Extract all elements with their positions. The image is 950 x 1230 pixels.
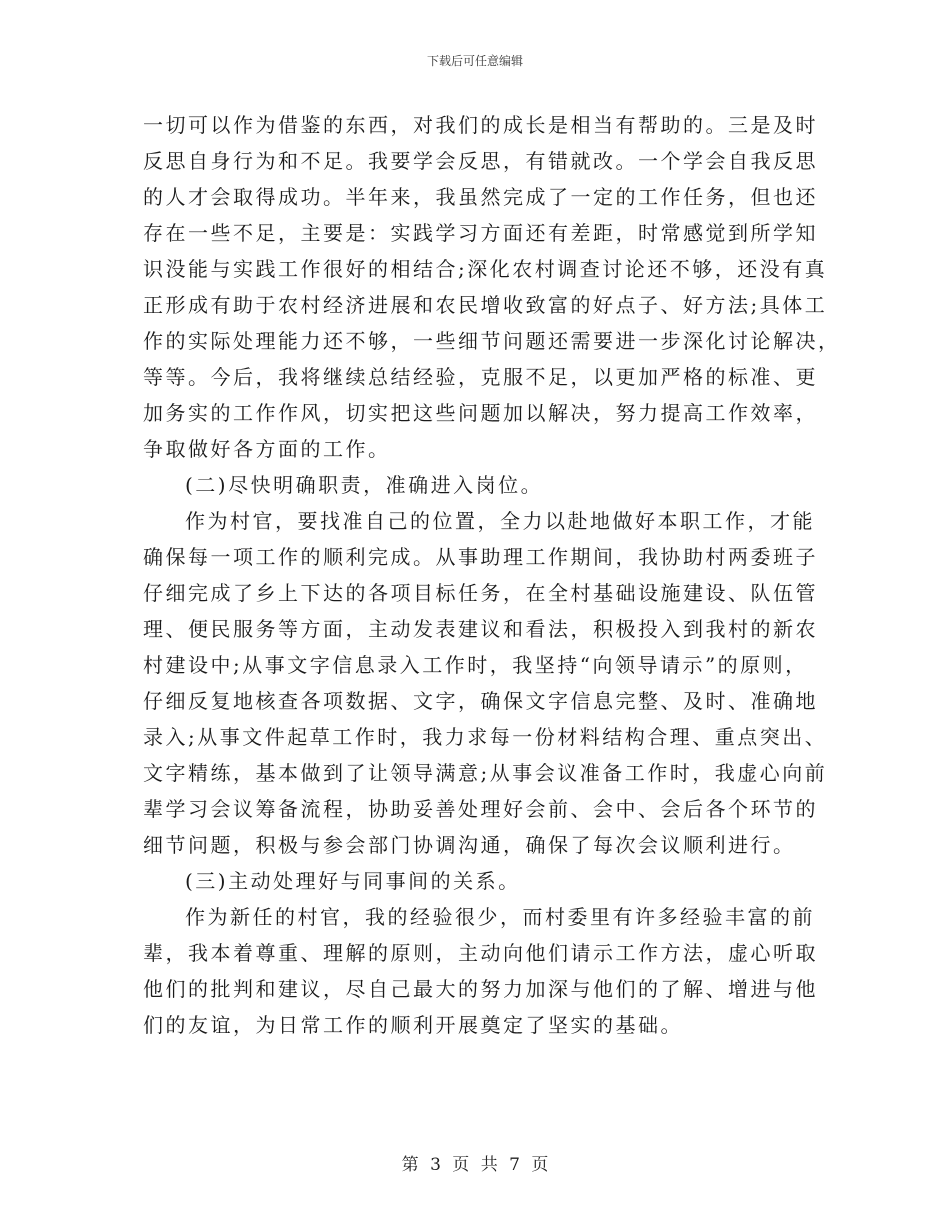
text-line: 等等。今后，我将继续总结经验，克服不足，以更加严格的标准、更: [143, 365, 818, 389]
text-line: 他们的批判和建议，尽自己最大的努力加深与他们的了解、增进与他: [143, 977, 818, 1001]
text-line: 辈，我本着尊重、理解的原则，主动向他们请示工作方法，虚心听取: [143, 941, 818, 965]
text-line: 细节问题，积极与参会部门协调沟通，确保了每次会议顺利进行。: [143, 833, 796, 857]
text-line: 作为村官，要找准自己的位置，全力以赴地做好本职工作，才能: [185, 509, 815, 533]
page-header: 下载后可任意编辑: [426, 54, 523, 68]
text-line: 一切可以作为借鉴的东西，对我们的成长是相当有帮助的。三是及时: [143, 113, 818, 137]
text-line: 理、便民服务等方面，主动发表建议和看法，积极投入到我村的新农: [143, 617, 818, 641]
text-line: 录入;从事文件起草工作时，我力求每一份材料结构合理、重点突出、: [143, 725, 828, 749]
text-line: 仔细反复地核查各项数据、文字，确保文字信息完整、及时、准确地: [143, 689, 818, 713]
text-line: 文字精练，基本做到了让领导满意;从事会议准备工作时，我虚心向前: [143, 761, 828, 785]
section-heading: (二)尽快明确职责，准确进入岗位。: [185, 473, 544, 497]
text-line: 仔细完成了乡上下达的各项目标任务，在全村基础设施建设、队伍管: [143, 581, 818, 605]
text-line: 的人才会取得成功。半年来，我虽然完成了一定的工作任务，但也还: [143, 185, 818, 209]
text-line: 村建设中;从事文字信息录入工作时，我坚持“向领导请示”的原则，: [143, 653, 808, 677]
text-line: 辈学习会议筹备流程，协助妥善处理好会前、会中、会后各个环节的: [143, 797, 818, 821]
section-heading: (三)主动处理好与同事间的关系。: [185, 869, 521, 893]
text-line: 加务实的工作作风，切实把这些问题加以解决，努力提高工作效率，: [143, 401, 818, 425]
page-footer: 第 3 页 共 7 页: [401, 1155, 549, 1175]
text-line: 正形成有助于农村经济进展和农民增收致富的好点子、好方法;具体工: [143, 293, 828, 317]
text-line: 确保每一项工作的顺利完成。从事助理工作期间，我协助村两委班子: [143, 545, 818, 569]
text-line: 存在一些不足，主要是：实践学习方面还有差距，时常感觉到所学知: [143, 221, 818, 245]
text-line: 们的友谊，为日常工作的顺利开展奠定了坚实的基础。: [143, 1013, 683, 1037]
text-line: 争取做好各方面的工作。: [143, 437, 391, 461]
text-line: 反思自身行为和不足。我要学会反思，有错就改。一个学会自我反思: [143, 149, 818, 173]
text-line: 作为新任的村官，我的经验很少，而村委里有许多经验丰富的前: [185, 905, 815, 929]
text-line: 作的实际处理能力还不够，一些细节问题还需要进一步深化讨论解决，: [143, 329, 841, 353]
body-text: [143, 107, 841, 1043]
text-line: 识没能与实践工作很好的相结合;深化农村调查讨论还不够，还没有真: [143, 257, 828, 281]
